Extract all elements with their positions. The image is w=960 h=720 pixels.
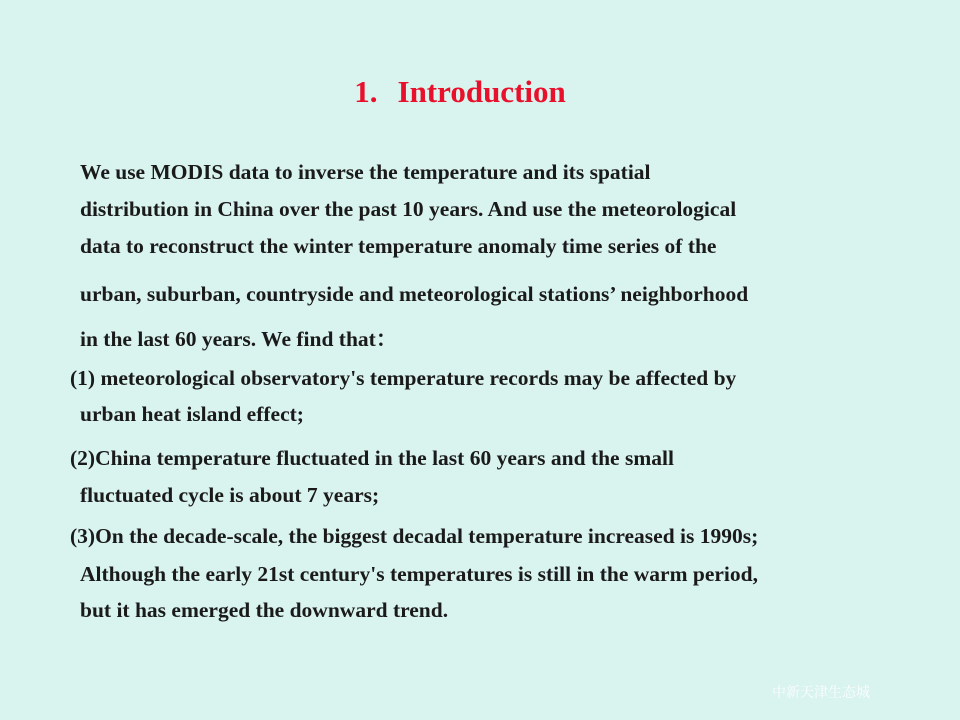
finding-1-line: (1) meteorological observatory's temperature records may be affected by xyxy=(70,366,737,390)
intro-line: data to reconstruct the winter temperature anomaly time series of the xyxy=(80,234,717,258)
slide-title xyxy=(0,74,920,110)
finding-3-line: but it has emerged the downward trend. xyxy=(80,598,449,622)
watermark-text: 中新天津生态城 xyxy=(772,685,870,701)
finding-3-line: (3)On the decade-scale, the biggest decadal temperature increased is 1990s; xyxy=(70,524,759,548)
title-number: 1. xyxy=(354,74,378,109)
finding-3-line: Although the early 21st century's temperatures is still in the warm period, xyxy=(80,562,758,586)
finding-2-line: (2)China temperature fluctuated in the last 60 years and the small xyxy=(70,446,674,470)
intro-line: We use MODIS data to inverse the temperature and its spatial xyxy=(80,160,651,184)
title-text: Introduction xyxy=(397,74,566,109)
intro-line: in the last 60 years. We find that： xyxy=(80,327,398,351)
intro-line: distribution in China over the past 10 years. And use the meteorological xyxy=(80,197,737,221)
finding-2-line: fluctuated cycle is about 7 years; xyxy=(80,483,380,507)
finding-1-line: urban heat island effect; xyxy=(80,402,304,426)
intro-line: urban, suburban, countryside and meteorological stations’ neighborhood xyxy=(80,282,749,306)
